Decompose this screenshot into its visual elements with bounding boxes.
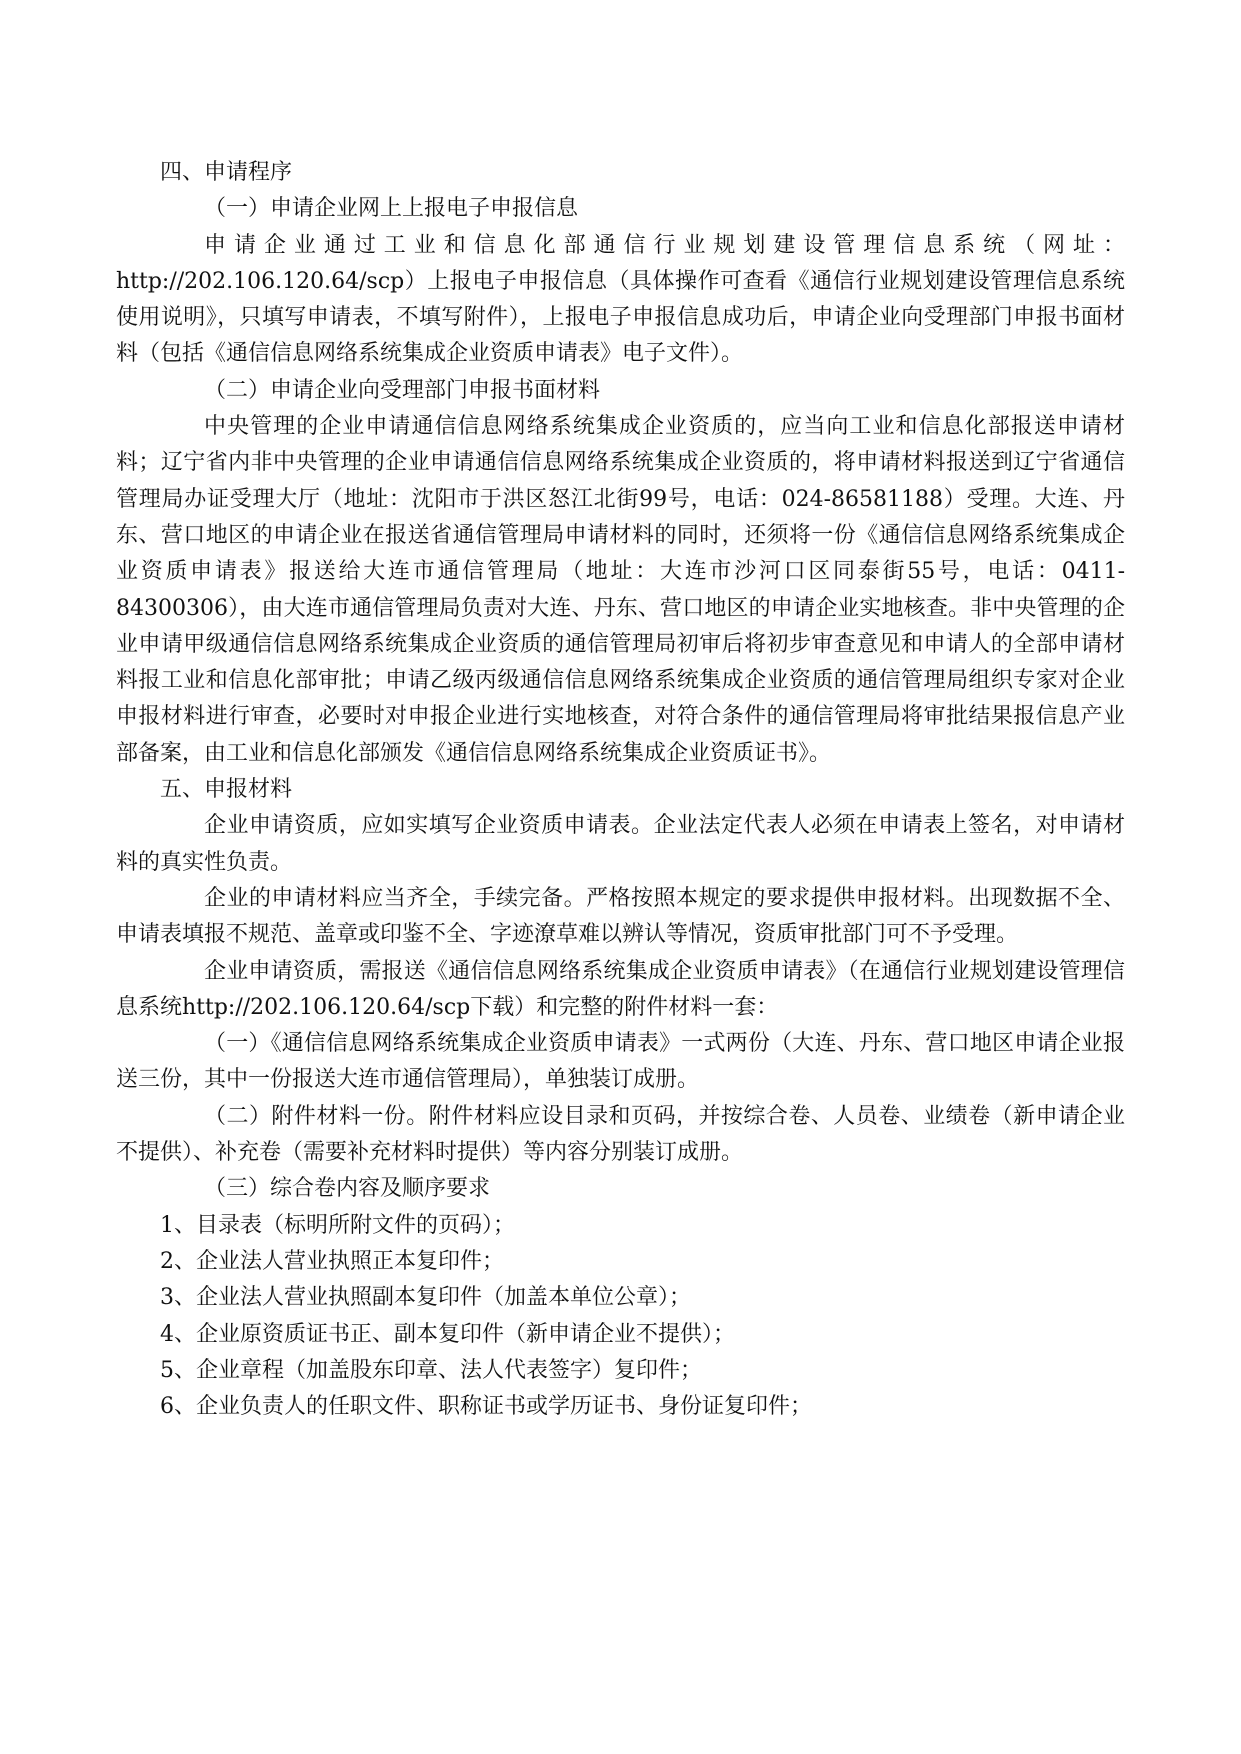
- list-item: 3、企业法人营业执照副本复印件（加盖本单位公章）；: [160, 1285, 691, 1311]
- list-item: 6、企业负责人的任职文件、职称证书或学历证书、身份证复印件；: [160, 1394, 812, 1420]
- subheading-online-report: （一）申请企业网上上报电子申报信息: [204, 196, 579, 222]
- paragraph-form-copies: （一）《通信信息网络系统集成企业资质申请表》一式两份（大连、丹东、营口地区申请企业报送三份，其中一份报送大连市通信管理局），单独装订成册。: [116, 1031, 1125, 1093]
- list-item: 4、企业原资质证书正、副本复印件（新申请企业不提供）；: [160, 1321, 735, 1347]
- list-item: 5、企业章程（加盖股东印章、法人代表签字）复印件；: [160, 1357, 702, 1383]
- paragraph-submit-form: 企业申请资质，需报送《通信信息网络系统集成企业资质申请表》（在通信行业规划建设管理信息系统http://202.106.120.64/scp下载）和完整的附件材料一套：: [116, 958, 1125, 1020]
- section-heading-materials: 五、申报材料: [160, 777, 293, 803]
- paragraph-paper-materials: 中央管理的企业申请通信信息网络系统集成企业资质的，应当向工业和信息化部报送申请材料；辽宁省内非中央管理的企业申请通信信息网络系统集成企业资质的，将申请材料报送到辽宁省通信管理局办证受理大厅（地址：沈阳市于洪区怒江北街99号，电话：024-86581188）受理。大连、丹东、营口地区的申请企业在报送省通信管理局申请材料的同时，还须将一份《通信信息网络系统集成企业资质申请表》报送给大连市通信管理局（地址：大连市沙河口区同泰街55号，电话：0411-84300306），由大连市通信管理局负责对大连、丹东、营口地区的申请企业实地核查。非中央管理的企业申请甲级通信信息网络系统集成企业资质的通信管理局初审后将初步审查意见和申请人的全部申请材料报工业和信息化部审批；申请乙级丙级通信信息网络系统集成企业资质的通信管理局组织专家对企业申报材料进行审查，必要时对申报企业进行实地核查，对符合条件的通信管理局将审批结果报信息产业部备案，由工业和信息化部颁发《通信信息网络系统集成企业资质证书》。: [116, 414, 1125, 766]
- paragraph-attachments: （二）附件材料一份。附件材料应设目录和页码，并按综合卷、人员卷、业绩卷（新申请企业不提供）、补充卷（需要补充材料时提供）等内容分别装订成册。: [116, 1103, 1125, 1166]
- paragraph-complete-materials: 企业的申请材料应当齐全，手续完备。严格按照本规定的要求提供申报材料。出现数据不全、申请表填报不规范、盖章或印鉴不全、字迹潦草难以辨认等情况，资质审批部门可不予受理。: [116, 885, 1125, 948]
- paragraph-fill-truthfully: 企业申请资质，应如实填写企业资质申请表。企业法定代表人必须在申请表上签名，对申请材料的真实性负责。: [116, 813, 1125, 875]
- list-item: 1、目录表（标明所附文件的页码）；: [160, 1212, 515, 1238]
- subheading-paper-materials: （二）申请企业向受理部门申报书面材料: [204, 377, 601, 403]
- paragraph-online-report: 申请企业通过工业和信息化部通信行业规划建设管理信息系统（网址：http://202.106.120.64/scp）上报电子申报信息（具体操作可查看《通信行业规划建设管理信息系统使用说明》，只填写申请表，不填写附件），上报电子申报信息成功后，申请企业向受理部门申报书面材料（包括《通信信息网络系统集成企业资质申请表》电子文件）。: [116, 232, 1125, 367]
- subheading-comprehensive-volume: （三）综合卷内容及顺序要求: [204, 1176, 491, 1202]
- section-heading-procedure: 四、申请程序: [160, 160, 293, 185]
- list-item: 2、企业法人营业执照正本复印件；: [160, 1248, 504, 1274]
